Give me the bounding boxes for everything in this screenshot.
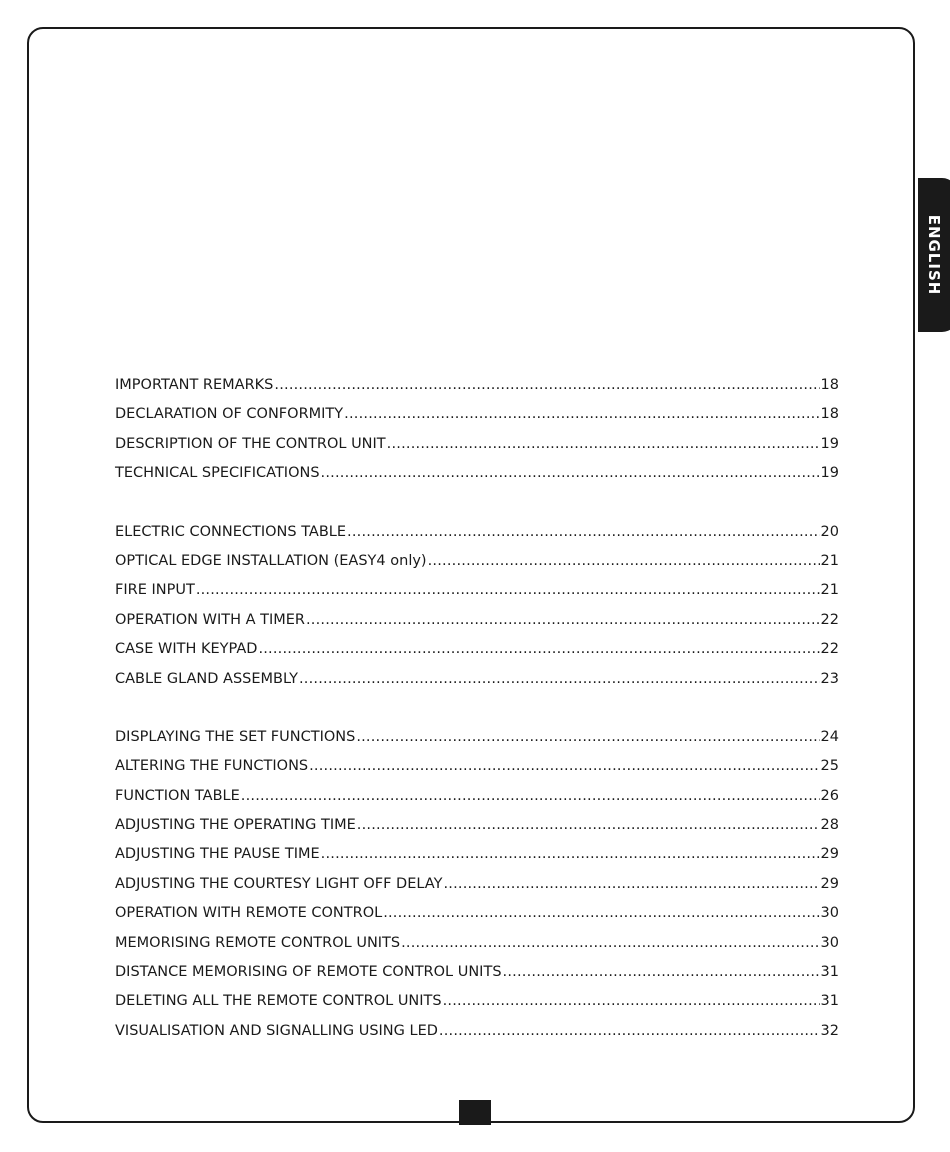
toc-entry[interactable]	[115, 635, 839, 664]
toc-entry[interactable]	[115, 782, 839, 811]
toc-entry-title: FIRE INPUT	[115, 582, 195, 599]
toc-entry-page: 18	[820, 406, 839, 423]
toc-group-programming	[115, 723, 839, 1046]
toc-leader-dots	[309, 752, 819, 781]
toc-entry[interactable]	[115, 929, 839, 958]
toc-entry-page: 29	[820, 846, 839, 863]
toc-entry[interactable]	[115, 665, 839, 694]
toc-entry[interactable]	[115, 371, 839, 400]
toc-entry-page: 28	[820, 817, 839, 834]
toc-entry-page: 18	[820, 377, 839, 393]
toc-entry-title: VISUALISATION AND SIGNALLING USING LED	[115, 1022, 438, 1039]
toc-leader-dots	[241, 782, 820, 811]
toc-entry-page: 23	[820, 670, 839, 687]
toc-leader-dots	[443, 870, 819, 899]
toc-entry[interactable]	[115, 987, 839, 1016]
toc-entry[interactable]	[115, 547, 839, 576]
toc-entry[interactable]	[115, 752, 839, 781]
toc-leader-dots	[357, 811, 820, 840]
toc-entry-title: CASE WITH KEYPAD	[115, 641, 258, 658]
toc-leader-dots	[401, 929, 819, 958]
toc-entry[interactable]	[115, 958, 839, 987]
toc-entry[interactable]	[115, 840, 839, 869]
toc-entry-page: 19	[820, 435, 839, 452]
toc-entry-title: FUNCTION TABLE	[115, 787, 240, 804]
toc-entry-title: ADJUSTING THE OPERATING TIME	[115, 817, 356, 834]
toc-leader-dots	[356, 723, 819, 752]
toc-entry-title: DECLARATION OF CONFORMITY	[115, 406, 344, 423]
toc-entry[interactable]	[115, 459, 839, 488]
toc-leader-dots	[196, 576, 820, 605]
toc-entry-title: ALTERING THE FUNCTIONS	[115, 758, 309, 775]
toc-entry-page: 32	[820, 1022, 839, 1039]
toc-leader-dots	[258, 635, 819, 664]
toc-entry-title: OPERATION WITH A TIMER	[115, 611, 305, 628]
toc-entry-title: TECHNICAL SPECIFICATIONS	[115, 465, 320, 482]
toc-entry-title: MEMORISING REMOTE CONTROL UNITS	[115, 934, 401, 951]
toc-entry[interactable]	[115, 723, 839, 752]
toc-entry-title: OPTICAL EDGE INSTALLATION (EASY4 only)	[115, 552, 427, 569]
toc-leader-dots	[387, 430, 820, 459]
toc-entry-page: 19	[820, 465, 839, 482]
toc-entry-page: 30	[820, 905, 839, 922]
toc-entry[interactable]	[115, 518, 839, 547]
page-number-marker	[459, 1100, 491, 1125]
toc-entry-title: DELETING ALL THE REMOTE CONTROL UNITS	[115, 993, 442, 1010]
toc-entry-title: IMPORTANT REMARKS	[115, 377, 274, 393]
toc-leader-dots	[321, 840, 820, 869]
toc-entry-page: 21	[820, 552, 839, 569]
toc-entry[interactable]	[115, 576, 839, 605]
toc-entry-title: DISTANCE MEMORISING OF REMOTE CONTROL UNITS	[115, 964, 502, 981]
toc-leader-dots	[443, 987, 820, 1016]
toc-leader-dots	[428, 547, 820, 576]
toc-entry-page: 26	[820, 787, 839, 804]
toc-leader-dots	[299, 665, 820, 694]
toc-leader-dots	[321, 459, 820, 488]
toc-entry-title: OPERATION WITH REMOTE CONTROL	[115, 905, 383, 922]
toc-entry-page: 21	[820, 582, 839, 599]
toc-group-general	[115, 371, 839, 489]
toc-entry-page: 20	[820, 523, 839, 540]
toc-leader-dots	[274, 371, 819, 400]
toc-leader-dots	[347, 518, 820, 547]
toc-entry-title: ADJUSTING THE COURTESY LIGHT OFF DELAY	[115, 875, 443, 892]
toc-entry-page: 25	[820, 758, 839, 775]
toc-entry-title: DISPLAYING THE SET FUNCTIONS	[115, 728, 356, 745]
toc-entry-title: ELECTRIC CONNECTIONS TABLE	[115, 523, 347, 540]
toc-entry-page: 31	[820, 964, 839, 981]
toc-group-installation	[115, 518, 839, 694]
toc-entry-title: CABLE GLAND ASSEMBLY	[115, 670, 298, 687]
toc-leader-dots	[306, 606, 820, 635]
toc-entry[interactable]	[115, 606, 839, 635]
table-of-contents	[115, 371, 839, 1075]
toc-leader-dots	[439, 1017, 820, 1046]
toc-entry[interactable]	[115, 1017, 839, 1046]
toc-entry[interactable]	[115, 430, 839, 459]
language-tab-label: ENGLISH	[925, 214, 943, 296]
toc-entry[interactable]	[115, 811, 839, 840]
toc-entry-page: 24	[820, 728, 839, 745]
toc-entry-title: ADJUSTING THE PAUSE TIME	[115, 846, 320, 863]
toc-leader-dots	[503, 958, 820, 987]
toc-entry[interactable]	[115, 899, 839, 928]
toc-entry-page: 29	[820, 875, 839, 892]
toc-leader-dots	[344, 400, 819, 429]
toc-entry-page: 22	[820, 611, 839, 628]
toc-entry[interactable]	[115, 400, 839, 429]
toc-entry-page: 31	[820, 993, 839, 1010]
toc-entry-page: 30	[820, 934, 839, 951]
toc-leader-dots	[383, 899, 819, 928]
toc-entry-title: DESCRIPTION OF THE CONTROL UNIT	[115, 435, 386, 452]
toc-entry[interactable]	[115, 870, 839, 899]
toc-entry-page: 22	[820, 641, 839, 658]
